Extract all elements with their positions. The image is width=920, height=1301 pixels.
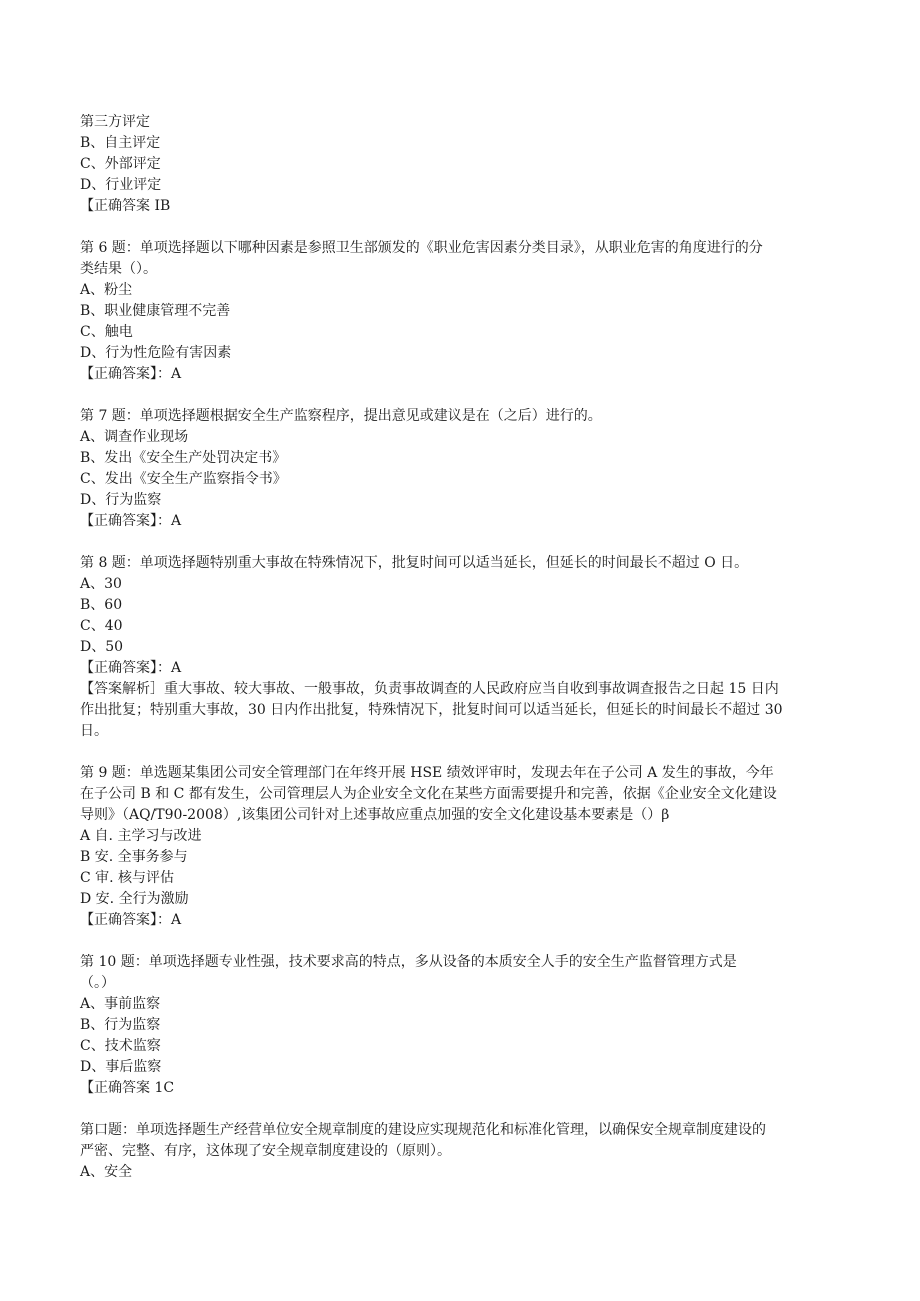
question-text-cont: 类结果（）。	[80, 261, 157, 277]
option-b: B、职业健康管理不完善	[80, 303, 231, 319]
option-d: D、50	[80, 639, 124, 655]
question-block-prev	[80, 112, 844, 217]
option-c: C、技术监察	[80, 1038, 161, 1054]
option-b: B 安. 全事务参与	[80, 849, 188, 865]
correct-answer: 【正确答案】：A	[80, 660, 182, 676]
option-b: B、60	[80, 597, 123, 613]
option-d: D、事后监察	[80, 1059, 162, 1075]
option-line: 第三方评定	[80, 114, 150, 130]
option-d: D、行为性危险有害因素	[80, 345, 232, 361]
question-text-cont: 在子公司 B 和 C 都有发生，公司管理层人为企业安全文化在某些方面需要提升和完善，依据《企业安全文化建设	[80, 786, 777, 802]
question-text: 第 10 题：单项选择题专业性强，技术要求高的特点，多从设备的本质安全人手的安全生产监督管理方式是	[80, 954, 737, 970]
option-c: C、发出《安全生产监察指令书》	[80, 471, 287, 487]
option-a: A、事前监察	[80, 996, 161, 1012]
option-d: D 安. 全行为激励	[80, 891, 189, 907]
answer-explanation-cont: 作出批复；特别重大事故，30 日内作出批复，特殊情况下，批复时间可以适当延长，但延长的时间最长不超过 30	[80, 702, 783, 718]
question-block-10	[80, 952, 844, 1099]
option-a: A、粉尘	[80, 282, 133, 298]
option-c: C、外部评定	[80, 156, 161, 172]
question-block-8	[80, 553, 844, 742]
question-block-9	[80, 763, 844, 931]
option-b: B、行为监察	[80, 1017, 161, 1033]
document-body	[80, 112, 844, 1183]
question-text-cont: （。）	[80, 975, 115, 991]
correct-answer: 【正确答案 IB	[80, 198, 171, 214]
option-a: A、30	[80, 576, 122, 592]
correct-answer: 【正确答案】：A	[80, 366, 182, 382]
option-b: B、发出《安全生产处罚决定书》	[80, 450, 287, 466]
question-text: 第口题：单项选择题生产经营单位安全规章制度的建设应实现规范化和标准化管理，以确保安全规章制度建设的	[80, 1122, 766, 1138]
question-text: 第 9 题：单选题某集团公司安全管理部门在年终开展 HSE 绩效评审时，发现去年在子公司 A 发生的事故，今年	[80, 765, 774, 781]
question-block-6	[80, 238, 844, 385]
question-text: 第 8 题：单项选择题特别重大事故在特殊情况下，批复时间可以适当延长，但延长的时间最长不超过 O 日。	[80, 555, 749, 571]
question-block-7	[80, 406, 844, 532]
question-block-11	[80, 1120, 844, 1183]
option-a: A、调查作业现场	[80, 429, 189, 445]
question-text: 第 7 题：单项选择题根据安全生产监察程序，提出意见或建议是在（之后）进行的。	[80, 408, 602, 424]
question-text-cont: 严密、完整、有序，这体现了安全规章制度建设的（原则）。	[80, 1143, 451, 1159]
answer-explanation: 【答案解析］重大事故、较大事故、一般事故，负责事故调查的人民政府应当自收到事故调查报告之日起 15 日内	[80, 681, 779, 697]
option-c: C 审. 核与评估	[80, 870, 175, 886]
option-a: A 自. 主学习与改进	[80, 828, 202, 844]
answer-explanation-end: 日。	[80, 723, 108, 739]
question-text: 第 6 题：单项选择题以下哪种因素是参照卫生部颁发的《职业危害因素分类目录》，从职业危害的角度进行的分	[80, 240, 763, 256]
question-text-cont: 导则》（AQ/T90-2008）,该集团公司针对上述事故应重点加强的安全文化建设基本要素是（）β	[80, 807, 670, 823]
correct-answer: 【正确答案 1C	[80, 1080, 175, 1096]
correct-answer: 【正确答案】：A	[80, 912, 182, 928]
option-c: C、40	[80, 618, 123, 634]
option-b: B、自主评定	[80, 135, 161, 151]
option-c: C、触电	[80, 324, 133, 340]
option-d: D、行为监察	[80, 492, 162, 508]
option-d: D、行业评定	[80, 177, 162, 193]
option-a: A、安全	[80, 1164, 133, 1180]
correct-answer: 【正确答案】：A	[80, 513, 182, 529]
